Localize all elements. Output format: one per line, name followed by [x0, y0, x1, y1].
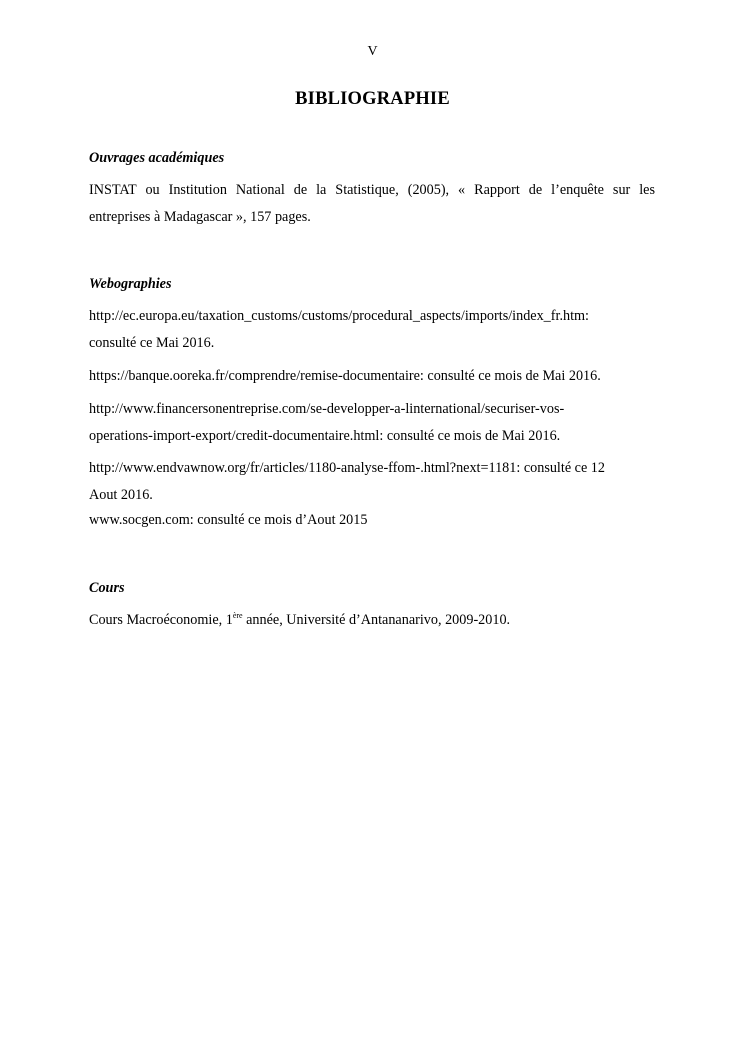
section-heading-courses: Cours — [89, 580, 125, 596]
entry-line — [89, 607, 655, 634]
entry-line: http://www.endvawnow.org/fr/articles/1180-analyse-ffom-.html?next=1181: consulté ce 12 — [89, 460, 605, 476]
section-heading-academic: Ouvrages académiques — [89, 150, 225, 166]
entry-line: Aout 2016. — [89, 486, 153, 503]
page-number: V — [367, 44, 378, 59]
entry-line: http://www.financersonentreprise.com/se-developper-a-linternational/securiser-vos- — [89, 401, 565, 417]
ordinal-superscript: ère — [232, 611, 243, 620]
web-entry — [89, 507, 655, 534]
entry-line: INSTAT ou Institution National de la Statistique, (2005), « Rapport de l’enquête sur les — [89, 182, 655, 198]
entry-line: operations-import-export/credit-documentaire.html: consulté ce mois de Mai 2016. — [89, 427, 561, 444]
course-text: Cours Macroéconomie, 1 — [89, 612, 233, 628]
section-heading-web: Webographies — [89, 276, 172, 292]
entry-line: http://ec.europa.eu/taxation_customs/customs/procedural_aspects/imports/index_fr.htm: — [89, 308, 589, 324]
web-entry — [89, 396, 655, 449]
entry-line: https://banque.ooreka.fr/comprendre/remise-documentaire: consulté ce mois de Mai 2016. — [89, 368, 601, 384]
web-entry — [89, 303, 655, 356]
bibliography-entry-academic — [89, 177, 655, 230]
bibliography-entry-course — [89, 607, 655, 634]
web-entry — [89, 455, 655, 508]
web-entry — [89, 363, 655, 390]
entry-line: entreprises à Madagascar », 157 pages. — [89, 208, 311, 225]
entry-line: www.socgen.com: consulté ce mois d’Aout 2015 — [89, 512, 368, 528]
entry-line: consulté ce Mai 2016. — [89, 334, 215, 351]
course-text: année, Université d’Antananarivo, 2009-2010. — [242, 612, 511, 628]
page-title: BIBLIOGRAPHIE — [295, 89, 450, 109]
